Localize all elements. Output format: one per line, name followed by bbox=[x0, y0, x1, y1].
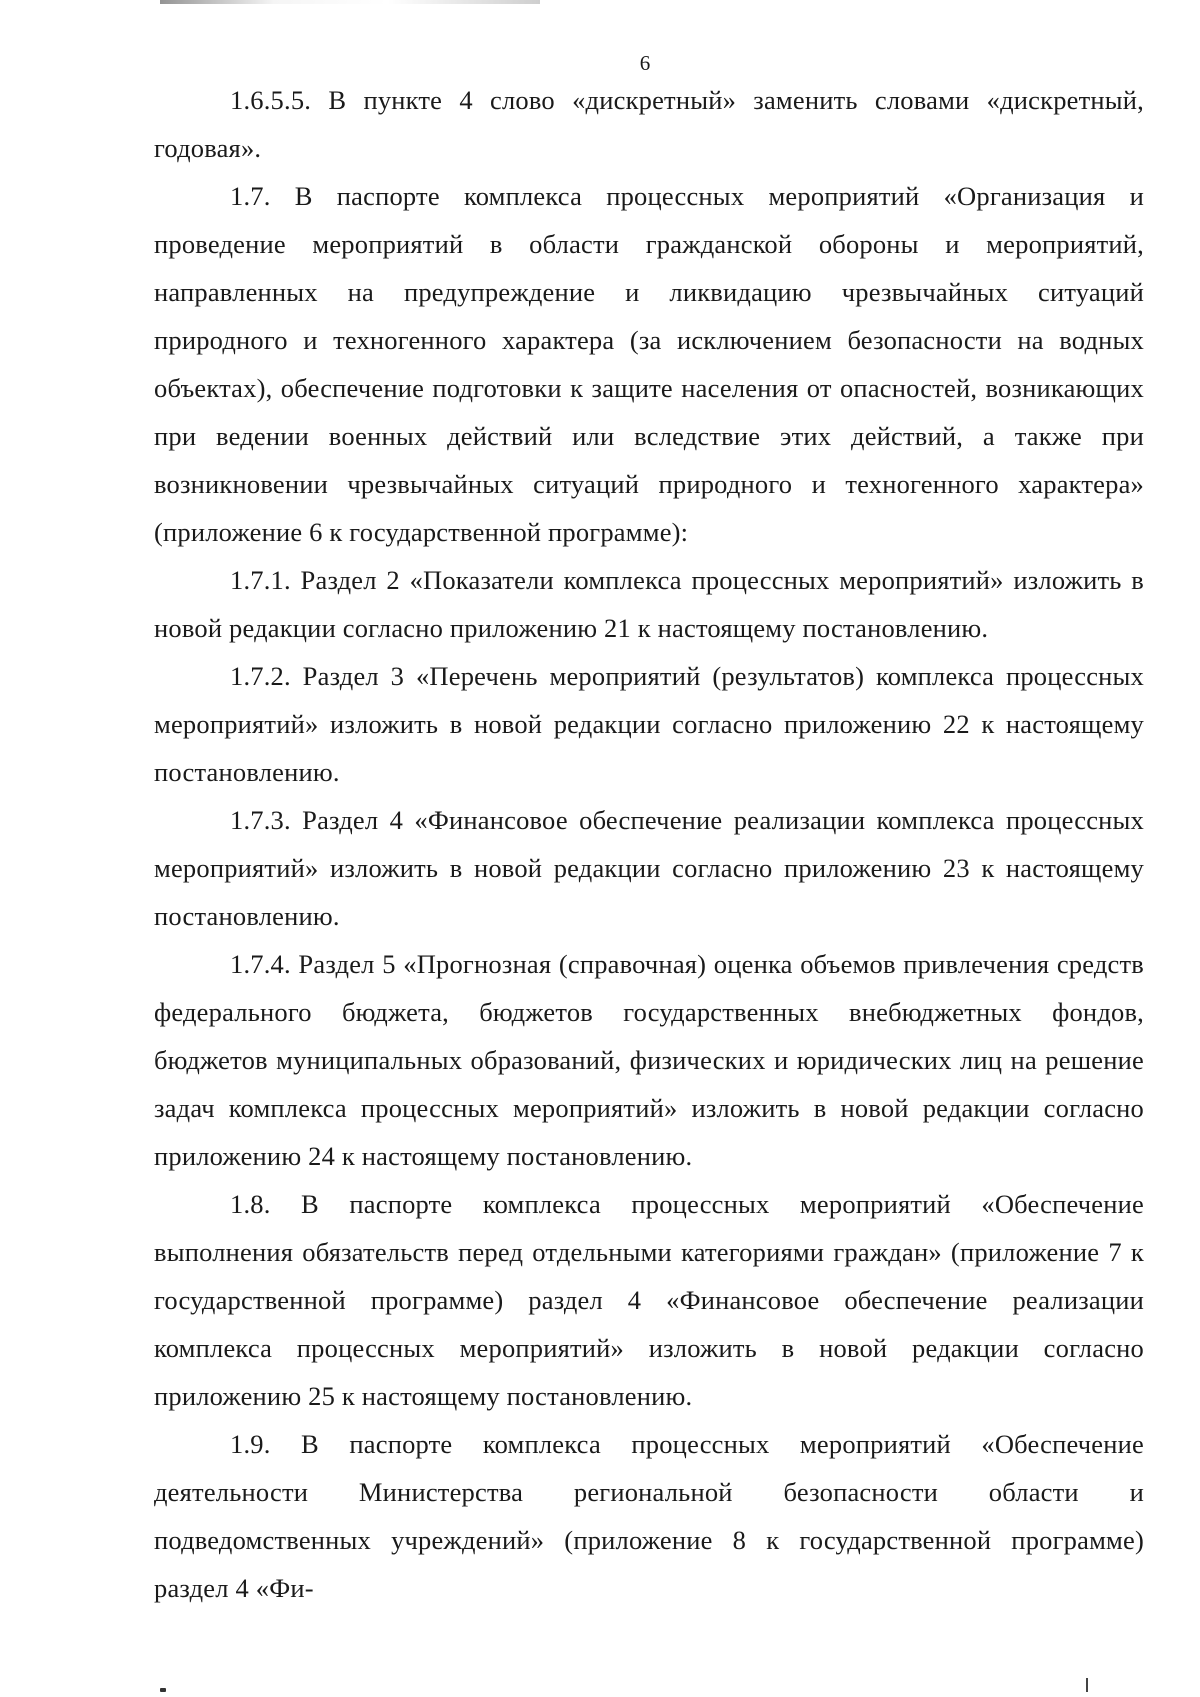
scan-artifact-bottom-right bbox=[1086, 1678, 1088, 1692]
paragraph-1-7: 1.7. В паспорте комплекса процессных мероприятий «Организация и проведение мероприятий в области гражданской обороны и мероприятий, направленных на предупреждение и ликвидацию чрезвычайных ситуаций природного и техногенного характера (за исключением безопасности на водных объектах), обеспечение подготовки к защите населения от опасностей, возникающих при ведении военных действий или вследствие этих действий, а также при возникновении чрезвычайных ситуаций природного и техногенного характера» (приложение 6 к государственной программе): bbox=[154, 181, 1144, 547]
paragraph-1-9: 1.9. В паспорте комплекса процессных мероприятий «Обеспечение деятельности Министерства региональной безопасности области и подведомственных учреждений» (приложение 8 к государственной программе) раздел 4 «Фи- bbox=[154, 1429, 1144, 1603]
paragraph-1-7-2: 1.7.2. Раздел 3 «Перечень мероприятий (результатов) комплекса процессных мероприятий» изложить в новой редакции согласно приложению 22 к настоящему постановлению. bbox=[154, 661, 1144, 787]
document-body bbox=[154, 76, 1144, 1612]
page-number: 6 bbox=[639, 51, 651, 75]
paragraph-1-7-4: 1.7.4. Раздел 5 «Прогнозная (справочная) оценка объемов привлечения средств федерального бюджета, бюджетов государственных внебюджетных фондов, бюджетов муниципальных образований, физических и юридических лиц на решение задач комплекса процессных мероприятий» изложить в новой редакции согласно приложению 24 к настоящему постановлению. bbox=[154, 949, 1144, 1171]
scan-artifact-top bbox=[160, 0, 540, 4]
paragraph-1-8: 1.8. В паспорте комплекса процессных мероприятий «Обеспечение выполнения обязательств перед отдельными категориями граждан» (приложение 7 к государственной программе) раздел 4 «Финансовое обеспечение реализации комплекса процессных мероприятий» изложить в новой редакции согласно приложению 25 к настоящему постановлению. bbox=[154, 1189, 1144, 1411]
scan-artifact-bottom-left bbox=[160, 1688, 166, 1692]
paragraph-1-7-1: 1.7.1. Раздел 2 «Показатели комплекса процессных мероприятий» изложить в новой редакции согласно приложению 21 к настоящему постановлению. bbox=[154, 565, 1144, 643]
paragraph-1-7-3: 1.7.3. Раздел 4 «Финансовое обеспечение реализации комплекса процессных мероприятий» изложить в новой редакции согласно приложению 23 к настоящему постановлению. bbox=[154, 805, 1144, 931]
paragraph-1-6-5-5: 1.6.5.5. В пункте 4 слово «дискретный» заменить словами «дискретный, годовая». bbox=[154, 85, 1144, 163]
